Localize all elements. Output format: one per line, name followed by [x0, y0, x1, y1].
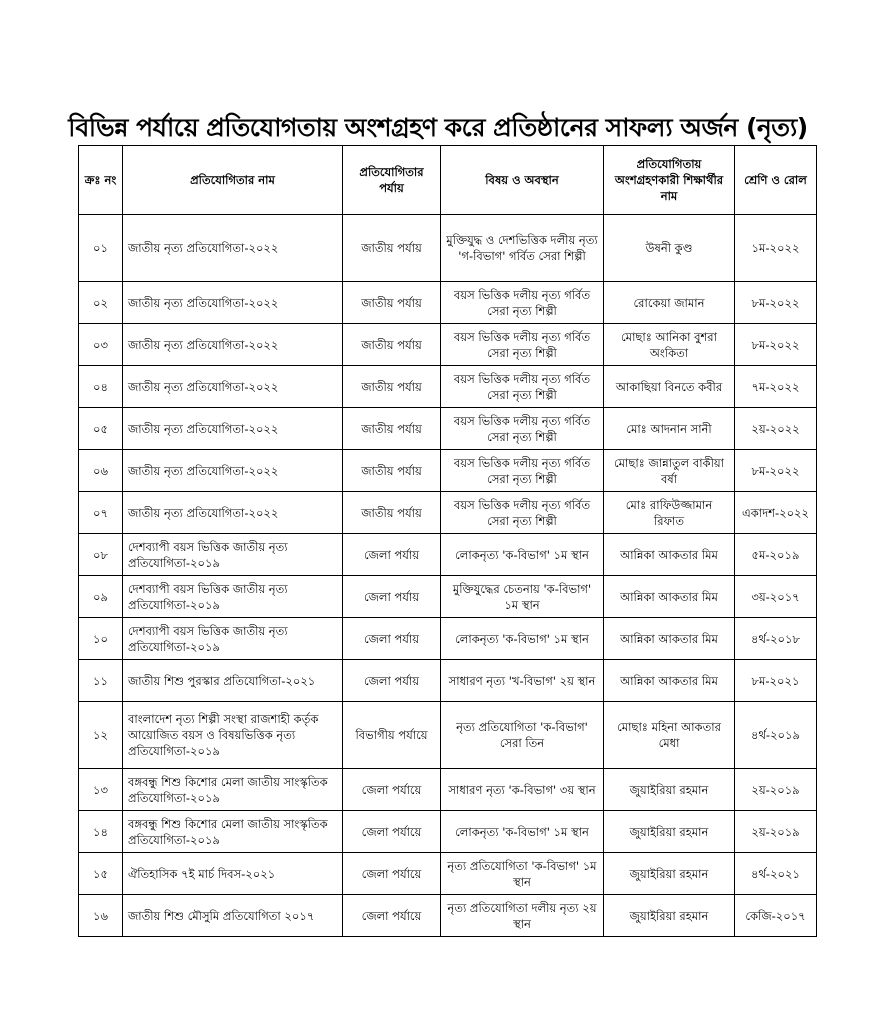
student-cell: জুয়াইরিয়া রহমান [604, 895, 735, 937]
table-row [79, 660, 817, 702]
level-cell: জাতীয় পর্যায় [343, 492, 441, 534]
level-cell: জাতীয় পর্যায় [343, 282, 441, 324]
subject-cell: সাধারণ নৃত্য 'খ-বিভাগ' ২য় স্থান [441, 660, 604, 702]
level-cell: জেলা পর্যায়ে [343, 769, 441, 811]
serial-cell: ১৩ [79, 769, 123, 811]
class-roll-cell: ৪র্থ-২০১৯ [735, 702, 817, 769]
student-cell: মোছাঃ জান্নাতুল বাকীয়া বর্ষা [604, 450, 735, 492]
subject-cell: লোকনৃত্য 'ক-বিভাগ' ১ম স্থান [441, 618, 604, 660]
table-header-row [79, 146, 817, 215]
competition-cell: জাতীয় নৃত্য প্রতিযোগিতা-২০২২ [123, 366, 343, 408]
student-cell: রোকেয়া জামান [604, 282, 735, 324]
table-row [79, 450, 817, 492]
table-row [79, 702, 817, 769]
class-roll-cell: ২য়-২০২২ [735, 408, 817, 450]
student-cell: মোছাঃ মহিনা আকতার মেধা [604, 702, 735, 769]
class-roll-cell: ৫ম-২০১৯ [735, 534, 817, 576]
competition-cell: বাংলাদেশ নৃত্য শিল্পী সংস্থা রাজশাহী কর্তৃক আয়োজিত বয়স ও বিষয়ভিত্তিক নৃত্য প্রতিযোগিতা-২০১৯ [123, 702, 343, 769]
subject-cell: মুক্তিযুদ্ধ ও দেশভিত্তিক দলীয় নৃত্য 'গ-বিভাগ' গর্বিত সেরা শিল্পী [441, 215, 604, 282]
table-row [79, 408, 817, 450]
header-subject: বিষয় ও অবস্থান [441, 146, 604, 215]
level-cell: জেলা পর্যায়ে [343, 853, 441, 895]
serial-cell: ০৭ [79, 492, 123, 534]
table-row [79, 215, 817, 282]
header-student: প্রতিযোগিতায় অংশগ্রহণকারী শিক্ষার্থীর নাম [604, 146, 735, 215]
level-cell: জাতীয় পর্যায় [343, 215, 441, 282]
header-serial: ক্রঃ নং [79, 146, 123, 215]
subject-cell: মুক্তিযুদ্ধের চেতনায় 'ক-বিভাগ' ১ম স্থান [441, 576, 604, 618]
competition-cell: বঙ্গবন্ধু শিশু কিশোর মেলা জাতীয় সাংস্কৃতিক প্রতিযোগিতা-২০১৯ [123, 769, 343, 811]
level-cell: বিভাগীয় পর্যায়ে [343, 702, 441, 769]
competition-cell: জাতীয় নৃত্য প্রতিযোগিতা-২০২২ [123, 324, 343, 366]
serial-cell: ০৮ [79, 534, 123, 576]
student-cell: আকাছিয়া বিনতে কবীর [604, 366, 735, 408]
student-cell: মোঃ রাফিউজ্জামান রিফাত [604, 492, 735, 534]
subject-cell: বয়স ভিত্তিক দলীয় নৃত্য গর্বিত সেরা নৃত্য শিল্পী [441, 450, 604, 492]
subject-cell: বয়স ভিত্তিক দলীয় নৃত্য গর্বিত সেরা নৃত্য শিল্পী [441, 366, 604, 408]
serial-cell: ০৯ [79, 576, 123, 618]
serial-cell: ০৪ [79, 366, 123, 408]
subject-cell: বয়স ভিত্তিক দলীয় নৃত্য গর্বিত সেরা নৃত্য শিল্পী [441, 408, 604, 450]
level-cell: জাতীয় পর্যায় [343, 366, 441, 408]
table-row [79, 895, 817, 937]
subject-cell: বয়স ভিত্তিক দলীয় নৃত্য গর্বিত সেরা নৃত্য শিল্পী [441, 492, 604, 534]
subject-cell: নৃত্য প্রতিযোগিতা 'ক-বিভাগ' ১ম স্থান [441, 853, 604, 895]
competition-cell: দেশব্যাপী বয়স ভিত্তিক জাতীয় নৃত্য প্রতিযোগিতা-২০১৯ [123, 576, 343, 618]
serial-cell: ০৬ [79, 450, 123, 492]
table-row [79, 366, 817, 408]
competition-cell: বঙ্গবন্ধু শিশু কিশোর মেলা জাতীয় সাংস্কৃতিক প্রতিযোগিতা-২০১৯ [123, 811, 343, 853]
class-roll-cell: কেজি-২০১৭ [735, 895, 817, 937]
table-row [79, 811, 817, 853]
class-roll-cell: ৮ম-২০২২ [735, 450, 817, 492]
student-cell: আন্নিকা আকতার মিম [604, 660, 735, 702]
student-cell: মোছাঃ আনিকা বুশরা অংকিতা [604, 324, 735, 366]
competition-cell: জাতীয় নৃত্য প্রতিযোগিতা-২০২২ [123, 408, 343, 450]
table-row [79, 618, 817, 660]
table-row [79, 853, 817, 895]
student-cell: উষনী কুণ্ড [604, 215, 735, 282]
subject-cell: বয়স ভিত্তিক দলীয় নৃত্য গর্বিত সেরা নৃত্য শিল্পী [441, 282, 604, 324]
competition-cell: ঐতিহাসিক ৭ই মার্চ দিবস-২০২১ [123, 853, 343, 895]
subject-cell: সাধারণ নৃত্য 'ক-বিভাগ' ৩য় স্থান [441, 769, 604, 811]
serial-cell: ১০ [79, 618, 123, 660]
level-cell: জেলা পর্যায়ে [343, 895, 441, 937]
subject-cell: বয়স ভিত্তিক দলীয় নৃত্য গর্বিত সেরা নৃত্য শিল্পী [441, 324, 604, 366]
competition-cell: দেশব্যাপী বয়স ভিত্তিক জাতীয় নৃত্য প্রতিযোগিতা-২০১৯ [123, 618, 343, 660]
class-roll-cell: ৭ম-২০২২ [735, 366, 817, 408]
class-roll-cell: একাদশ-২০২২ [735, 492, 817, 534]
level-cell: জেলা পর্যায়ে [343, 811, 441, 853]
student-cell: আন্নিকা আকতার মিম [604, 576, 735, 618]
student-cell: আন্নিকা আকতার মিম [604, 618, 735, 660]
page-title: বিভিন্ন পর্যায়ে প্রতিযোগতায় অংশগ্রহণ করে প্রতিষ্ঠানের সাফল্য অর্জন (নৃত্য) [68, 113, 808, 142]
class-roll-cell: ২য়-২০১৯ [735, 769, 817, 811]
level-cell: জাতীয় পর্যায় [343, 450, 441, 492]
table-row [79, 324, 817, 366]
competition-cell: জাতীয় নৃত্য প্রতিযোগিতা-২০২২ [123, 450, 343, 492]
serial-cell: ১৪ [79, 811, 123, 853]
class-roll-cell: ৮ম-২০২২ [735, 282, 817, 324]
table-row [79, 769, 817, 811]
table-row [79, 492, 817, 534]
competition-cell: জাতীয় নৃত্য প্রতিযোগিতা-২০২২ [123, 492, 343, 534]
student-cell: আন্নিকা আকতার মিম [604, 534, 735, 576]
level-cell: জাতীয় পর্যায় [343, 324, 441, 366]
serial-cell: ০৫ [79, 408, 123, 450]
achievements-table [78, 145, 817, 937]
serial-cell: ০৩ [79, 324, 123, 366]
table-row [79, 576, 817, 618]
class-roll-cell: ৮ম-২০২২ [735, 324, 817, 366]
level-cell: জেলা পর্যায় [343, 660, 441, 702]
class-roll-cell: ৪র্থ-২০১৮ [735, 618, 817, 660]
serial-cell: ০১ [79, 215, 123, 282]
competition-cell: জাতীয় শিশু পুরস্কার প্রতিযোগিতা-২০২১ [123, 660, 343, 702]
level-cell: জেলা পর্যায় [343, 618, 441, 660]
student-cell: মোঃ আদনান সানী [604, 408, 735, 450]
table-row [79, 534, 817, 576]
subject-cell: লোকনৃত্য 'ক-বিভাগ' ১ম স্থান [441, 534, 604, 576]
serial-cell: ১২ [79, 702, 123, 769]
header-class-roll: শ্রেণি ও রোল [735, 146, 817, 215]
class-roll-cell: ৮ম-২০২১ [735, 660, 817, 702]
serial-cell: ১১ [79, 660, 123, 702]
competition-cell: জাতীয় নৃত্য প্রতিযোগিতা-২০২২ [123, 282, 343, 324]
table-row [79, 282, 817, 324]
class-roll-cell: ১ম-২০২২ [735, 215, 817, 282]
header-competition: প্রতিযোগিতার নাম [123, 146, 343, 215]
competition-cell: জাতীয় নৃত্য প্রতিযোগিতা-২০২২ [123, 215, 343, 282]
level-cell: জাতীয় পর্যায় [343, 408, 441, 450]
competition-cell: জাতীয় শিশু মৌসুমি প্রতিযোগিতা ২০১৭ [123, 895, 343, 937]
class-roll-cell: ২য়-২০১৯ [735, 811, 817, 853]
level-cell: জেলা পর্যায় [343, 534, 441, 576]
subject-cell: লোকনৃত্য 'ক-বিভাগ' ১ম স্থান [441, 811, 604, 853]
student-cell: জুয়াইরিয়া রহমান [604, 769, 735, 811]
serial-cell: ১৫ [79, 853, 123, 895]
serial-cell: ১৬ [79, 895, 123, 937]
subject-cell: নৃত্য প্রতিযোগিতা দলীয় নৃত্য ২য় স্থান [441, 895, 604, 937]
class-roll-cell: ৪র্থ-২০২১ [735, 853, 817, 895]
serial-cell: ০২ [79, 282, 123, 324]
class-roll-cell: ৩য়-২০১৭ [735, 576, 817, 618]
competition-cell: দেশব্যাপী বয়স ভিত্তিক জাতীয় নৃত্য প্রতিযোগিতা-২০১৯ [123, 534, 343, 576]
level-cell: জেলা পর্যায় [343, 576, 441, 618]
student-cell: জুয়াইরিয়া রহমান [604, 811, 735, 853]
header-level: প্রতিযোগিতার পর্যায় [343, 146, 441, 215]
subject-cell: নৃত্য প্রতিযোগিতা 'ক-বিভাগ' সেরা তিন [441, 702, 604, 769]
student-cell: জুয়াইরিয়া রহমান [604, 853, 735, 895]
